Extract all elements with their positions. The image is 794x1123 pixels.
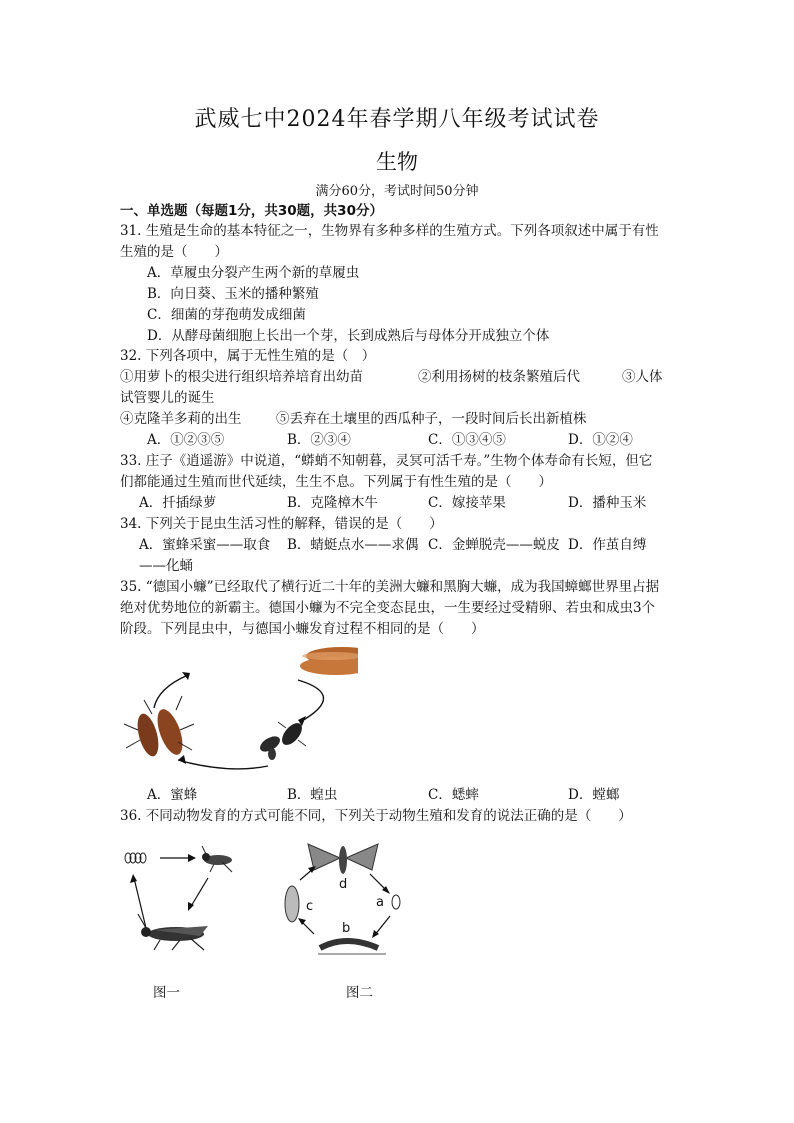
q34-option-d-cont: ——化蛹 — [139, 558, 193, 574]
exam-title: 武威七中2024年春学期八年级考试试卷 — [194, 107, 600, 132]
q32-item-3b: 试管婴儿的诞生 — [120, 390, 215, 406]
section-heading: 一、单选题（每题1分，共30题，共30分） — [120, 203, 383, 219]
q35-stem-line3: 阶段。下列昆虫中，与德国小蠊发育过程不相同的是（ ） — [120, 621, 485, 637]
q34-option-c: C．金蝉脱壳——蜕皮 — [428, 537, 560, 553]
label-d: d — [339, 877, 348, 892]
egg-case-icon — [300, 647, 358, 675]
moth-lifecycle-figure — [278, 836, 408, 966]
moth-egg-icon — [392, 895, 400, 909]
q32-option-d: D．①②④ — [568, 432, 633, 448]
cockroach-lifecycle-figure — [118, 640, 358, 780]
q33-option-b: B．克隆樟木牛 — [287, 495, 378, 511]
q34-option-d: D．作茧自缚 — [568, 537, 647, 553]
label-b: b — [342, 921, 351, 936]
q32-item-1: ①用萝卜的根尖进行组织培养培育出幼苗 — [120, 369, 363, 385]
q31-option-b: B．向日葵、玉米的播种繁殖 — [147, 286, 319, 302]
adult-cockroach-icon — [124, 696, 194, 759]
q34-option-a: A．蜜蜂采蜜——取食 — [139, 537, 271, 553]
grasshopper-nymph-icon — [202, 846, 232, 872]
q32-option-c: C．①③④⑤ — [428, 432, 506, 448]
q35-option-c: C．蟋蟀 — [428, 787, 479, 803]
q33-stem-line2: 们都能通过生殖而世代延续，生生不息。下列属于有性生殖的是（ ） — [120, 474, 552, 490]
label-a: a — [376, 895, 384, 910]
q34-option-b: B．蜻蜓点水——求偶 — [287, 537, 419, 553]
q32-item-5: ⑤丢弃在土壤里的西瓜种子，一段时间后长出新植株 — [276, 411, 587, 427]
q32-stem: 32. 下列各项中，属于无性生殖的是（ ） — [120, 348, 376, 364]
q34-stem: 34. 下列关于昆虫生活习性的解释，错误的是（ ） — [120, 516, 443, 532]
moth-adult-icon — [308, 844, 378, 874]
q35-option-b: B．蝗虫 — [287, 787, 338, 803]
q35-stem-line1: 35. “德国小蠊”已经取代了横行近二十年的美洲大蠊和黑胸大蠊，成为我国蟑螂世界里占据 — [120, 579, 660, 595]
q32-item-2: ②利用扬树的枝条繁殖后代 — [418, 369, 580, 385]
q35-stem-line2: 绝对优势地位的新霸主。德国小蠊为不完全变态昆虫，一生要经过受精卵、若虫和成虫3个 — [120, 600, 656, 616]
subject-title: 生物 — [376, 150, 418, 174]
q33-option-d: D．播种玉米 — [568, 495, 647, 511]
q32-item-4: ④克隆羊多莉的出生 — [120, 411, 242, 427]
q32-item-3a: ③人体 — [622, 369, 663, 385]
caterpillar-icon — [318, 941, 386, 954]
q31-stem-line2: 生殖的是（ ） — [120, 244, 228, 260]
grasshopper-adult-icon — [138, 914, 208, 950]
q31-option-a: A．草履虫分裂产生两个新的草履虫 — [147, 265, 360, 281]
q31-option-d: D．从酵母菌细胞上长出一个芽，长到成熟后与母体分开成独立个体 — [147, 328, 550, 344]
figure2-caption: 图二 — [346, 985, 373, 1001]
q35-option-d: D．螳螂 — [568, 787, 620, 803]
nymph-cockroach-icon — [257, 720, 306, 760]
figure1-arrows — [134, 858, 208, 928]
figure1-caption: 图一 — [153, 985, 180, 1001]
exam-info: 满分60分，考试时间50分钟 — [315, 184, 479, 199]
pupa-icon — [285, 886, 299, 922]
grasshopper-eggs-icon — [125, 853, 146, 863]
grasshopper-lifecycle-figure — [120, 840, 260, 970]
q32-option-b: B．②③④ — [287, 432, 351, 448]
q35-option-a: A．蜜蜂 — [147, 787, 198, 803]
q31-option-c: C．细菌的芽孢萌发成细菌 — [147, 307, 306, 323]
q32-option-a: A．①②③⑤ — [147, 432, 225, 448]
q33-option-a: A．扦插绿萝 — [139, 495, 217, 511]
q33-stem-line1: 33. 庄子《逍遥游》中说道，“蟒蛸不知朝暮，灵冥可活千寿。”生物个体寿命有长短，但它 — [120, 453, 653, 469]
q36-stem: 36. 不同动物发育的方式可能不同，下列关于动物生殖和发育的说法正确的是（ ） — [120, 808, 632, 824]
cycle-arrows — [154, 675, 324, 769]
q33-option-c: C．嫁接苹果 — [428, 495, 506, 511]
q31-stem-line1: 31. 生殖是生命的基本特征之一，生物界有多种多样的生殖方式。下列各项叙述中属于有性 — [120, 223, 659, 239]
label-c: c — [306, 899, 314, 914]
